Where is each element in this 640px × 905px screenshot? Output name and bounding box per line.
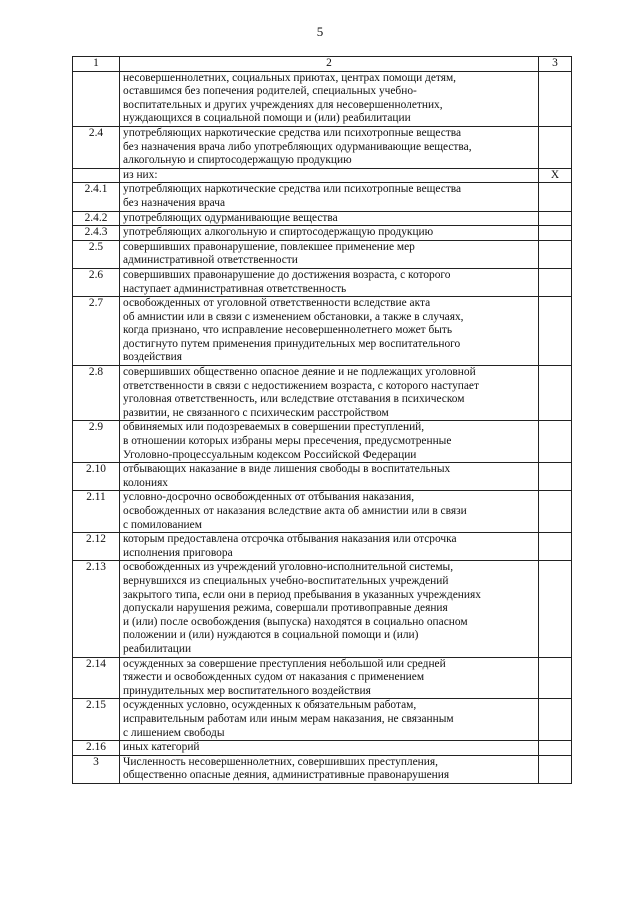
row-mark <box>539 366 572 421</box>
row-text: несовершеннолетних, социальных приютах, центрах помощи детям, оставшимся без попечения родителей, специальных учебно- воспитательных и других учреждениях для несовершеннолетних, нуждающихся в социальной помощи и (или) реабилитации <box>120 71 539 126</box>
row-text: обвиняемых или подозреваемых в совершении преступлений, в отношении которых избраны меры пресечения, предусмотренные Уголовно-процессуальным кодексом Российской Федерации <box>120 421 539 463</box>
column-header-2: 2 <box>120 57 539 72</box>
row-number: 2.5 <box>73 240 120 268</box>
row-mark <box>539 421 572 463</box>
table-row <box>73 366 572 421</box>
table-row <box>73 463 572 491</box>
row-mark <box>539 183 572 211</box>
row-number: 2.11 <box>73 491 120 533</box>
row-text: совершивших правонарушение, повлекшее применение мер административной ответственности <box>120 240 539 268</box>
row-text: совершивших правонарушение до достижения возраста, с которого наступает административная ответственность <box>120 268 539 296</box>
table-row <box>73 168 572 183</box>
row-number: 2.10 <box>73 463 120 491</box>
row-mark <box>539 657 572 699</box>
row-mark: X <box>539 168 572 183</box>
table-row <box>73 561 572 657</box>
row-mark <box>539 240 572 268</box>
column-header-1: 1 <box>73 57 120 72</box>
row-text: которым предоставлена отсрочка отбывания наказания или отсрочка исполнения приговора <box>120 533 539 561</box>
row-mark <box>539 126 572 168</box>
row-number: 2.7 <box>73 297 120 366</box>
row-number: 2.4 <box>73 126 120 168</box>
row-mark <box>539 463 572 491</box>
row-text: из них: <box>120 168 539 183</box>
row-number: 2.6 <box>73 268 120 296</box>
table-header <box>73 57 572 72</box>
table-row <box>73 491 572 533</box>
row-text: иных категорий <box>120 741 539 756</box>
row-number: 2.4.3 <box>73 226 120 241</box>
row-text: употребляющих наркотические средства или психотропные вещества без назначения врача <box>120 183 539 211</box>
table-row <box>73 699 572 741</box>
row-number: 2.16 <box>73 741 120 756</box>
row-number: 2.13 <box>73 561 120 657</box>
row-mark <box>539 71 572 126</box>
row-text: отбывающих наказание в виде лишения свободы в воспитательных колониях <box>120 463 539 491</box>
row-text: условно-досрочно освобожденных от отбывания наказания, освобожденных от наказания вследствие акта об амнистии или в связи с помилованием <box>120 491 539 533</box>
row-number: 2.9 <box>73 421 120 463</box>
row-number: 3 <box>73 755 120 783</box>
table-row <box>73 71 572 126</box>
row-number: 2.12 <box>73 533 120 561</box>
table-row <box>73 755 572 783</box>
row-number: 2.4.2 <box>73 211 120 226</box>
row-text: совершивших общественно опасное деяние и не подлежащих уголовной ответственности в связи с недостижением возраста, с которого наступает уголовная ответственность, или вследствие отставания в психическом развитии, не связанного с психическим расстройством <box>120 366 539 421</box>
document-table <box>72 56 572 784</box>
row-number: 2.8 <box>73 366 120 421</box>
row-text: употребляющих наркотические средства или психотропные вещества без назначения врача либо употребляющих одурманивающие вещества, алкогольную и спиртосодержащую продукцию <box>120 126 539 168</box>
table-row <box>73 268 572 296</box>
table-row <box>73 183 572 211</box>
row-mark <box>539 226 572 241</box>
row-number <box>73 168 120 183</box>
table-row <box>73 421 572 463</box>
table-row <box>73 741 572 756</box>
row-number <box>73 71 120 126</box>
row-mark <box>539 268 572 296</box>
table-row <box>73 657 572 699</box>
row-text: осужденных за совершение преступления небольшой или средней тяжести и освобожденных судом от наказания с применением принудительных мер воспитательного воздействия <box>120 657 539 699</box>
row-mark <box>539 297 572 366</box>
table-row <box>73 240 572 268</box>
table-row <box>73 211 572 226</box>
row-mark <box>539 741 572 756</box>
row-mark <box>539 491 572 533</box>
row-text: употребляющих алкогольную и спиртосодержащую продукцию <box>120 226 539 241</box>
row-number: 2.4.1 <box>73 183 120 211</box>
row-mark <box>539 561 572 657</box>
row-mark <box>539 699 572 741</box>
row-text: употребляющих одурманивающие вещества <box>120 211 539 226</box>
row-mark <box>539 211 572 226</box>
table-row <box>73 226 572 241</box>
table-header-row <box>73 57 572 72</box>
row-number: 2.15 <box>73 699 120 741</box>
table-row <box>73 297 572 366</box>
row-mark <box>539 755 572 783</box>
column-header-3: 3 <box>539 57 572 72</box>
table-body <box>73 71 572 783</box>
row-number: 2.14 <box>73 657 120 699</box>
table-row <box>73 533 572 561</box>
row-text: осужденных условно, осужденных к обязательным работам, исправительным работам или иным мерам наказания, не связанным с лишением свободы <box>120 699 539 741</box>
table-row <box>73 126 572 168</box>
row-text: освобожденных от уголовной ответственности вследствие акта об амнистии или в связи с изменением обстановки, а также в случаях, когда признано, что исправление несовершеннолетнего может быть достигнуто путем применения принудительных мер воспитательного воздействия <box>120 297 539 366</box>
row-mark <box>539 533 572 561</box>
row-text: Численность несовершеннолетних, совершивших преступления, общественно опасные деяния, административные правонарушения <box>120 755 539 783</box>
page-number: 5 <box>316 24 324 39</box>
row-text: освобожденных из учреждений уголовно-исполнительной системы, вернувшихся из специальных учебно-воспитательных учреждений закрытого типа, если они в период пребывания в указанных учреждениях допускали нарушения режима, совершали противоправные деяния и (или) после освобождения (выпуска) находятся в социально опасном положении и (или) нуждаются в социальной помощи и (или) реабилитации <box>120 561 539 657</box>
